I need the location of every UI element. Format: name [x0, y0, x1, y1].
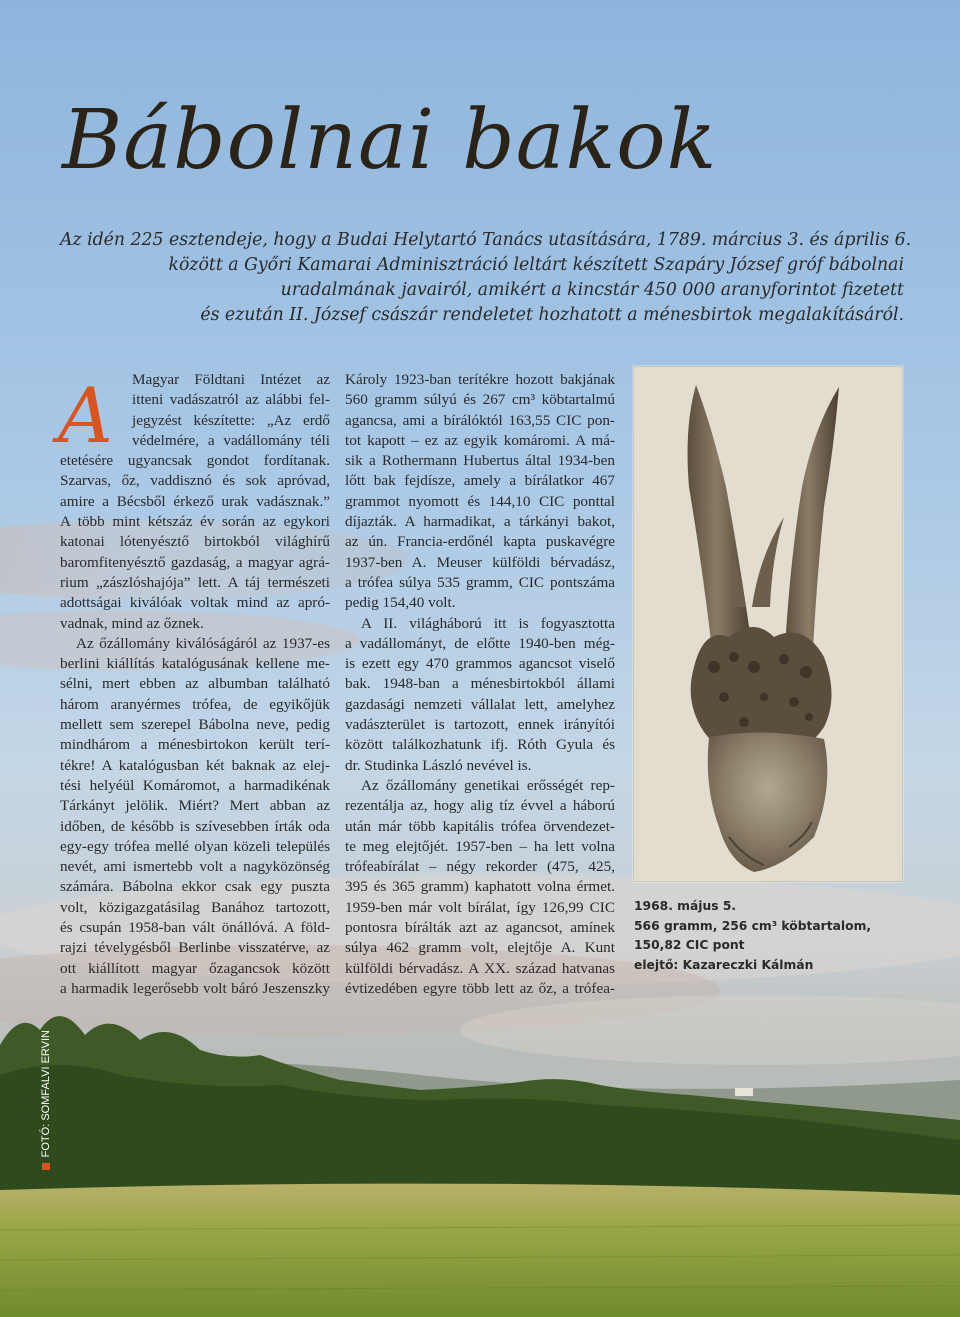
body-line: védelmére, a vadállomány téli: [132, 431, 330, 449]
body-line: három aranyérmes trófea, de egyikőjük: [60, 695, 330, 713]
body-line: rajzi tévelygésből Berlinbe visszatérve, az: [60, 939, 330, 957]
lead-line: uradalmának javairól, amikért a kincstár 450 000 aranyforintot fizetett: [280, 280, 904, 300]
caption-line: 150,82 CIC pont: [634, 938, 745, 952]
body-line: rezentálja az, hogy alig tíz évvel a háború: [345, 797, 615, 815]
body-line: berlini kiállítás katalógusának kellene me-: [60, 655, 330, 673]
body-line: A II. világháború itt is fogyasztotta: [361, 614, 615, 632]
lead-line: és ezután II. József császár rendeletet hozhatott a ménesbirtok megalakításáról.: [200, 305, 904, 325]
body-line: A több mint kétszáz év során az egykori: [60, 513, 330, 531]
body-line: vadnak, mind az őznek.: [60, 614, 204, 632]
body-line: sélni, mert ebben az albumban található: [60, 675, 330, 693]
body-column-1: [60, 370, 330, 999]
body-line: baromfitenyésztő gazdaság, a magyar agrá-: [60, 553, 330, 571]
caption-line: 566 gramm, 256 cm³ köbtartalom,: [634, 918, 872, 933]
body-line: 560 gramm súlyú és 267 cm³ köbtartalmú: [345, 391, 615, 409]
body-line: ott kiállított magyar őzagancsok között: [60, 959, 330, 977]
body-line: vadászterület is tartozott, ennek irányítói: [345, 716, 615, 734]
body-line: a trófea súlya 535 gramm, CIC pontszáma: [345, 573, 615, 591]
body-line: tot kapott – ez az egyik komáromi. A má-: [345, 431, 615, 449]
drop-cap: A: [58, 371, 113, 460]
body-line: külföldi bérvadász. A XX. század hatvanas: [345, 959, 615, 977]
body-line: között találkozhatunk ifj. Róth Gyula és: [345, 736, 615, 754]
body-line: 1937-ben A. Meuser külföldi bérvadász,: [345, 553, 615, 571]
body-line: Az őzállomány genetikai erősségét rep-: [361, 776, 615, 794]
body-line: díjazták. A harmadikat, a tárkányi bakot,: [345, 513, 615, 531]
body-line: Magyar Földtani Intézet az: [132, 371, 330, 388]
body-line: trófeabírálat – négy rekorder (475, 425,: [345, 858, 615, 876]
body-line: rium „zászlóshajója” lett. A táj természeti: [60, 573, 330, 591]
credit-square-icon: [42, 1163, 50, 1170]
body-line: a vadállományt, de előtte 1940-ben még-: [345, 634, 615, 652]
body-line: amire a Bécsből érkező urak vadásznak.”: [60, 492, 330, 510]
photo-credit: [38, 1030, 54, 1170]
body-line: dr. Studinka László nevével is.: [345, 756, 532, 774]
body-line: időben, de később is szívesebben írták oda: [60, 817, 330, 835]
body-line: tési helyéül Komáromot, a harmadikénak: [60, 776, 330, 794]
body-line: mellett sem szerepel Bábolna neve, pedig: [60, 716, 330, 734]
body-line: bak. 1948-ban a ménesbirtokból állami: [345, 675, 615, 693]
body-line: súlya 462 gramm volt, elejtője A. Kunt: [345, 939, 615, 957]
body-line: agancsa, ami a bírálóktól 163,55 CIC pon-: [345, 411, 615, 429]
body-line: sik a Rothermann Hubertus által 1934-ben: [345, 452, 615, 470]
body-line: egy-egy trófea mellé olyan közeli település: [60, 837, 330, 855]
article-title: Bábolnai bakok: [62, 93, 718, 188]
body-line: számára. Bábolna ekkor csak egy puszta: [60, 878, 330, 896]
body-line: nevét, ami ismertebb volt a nagyközönség: [60, 858, 330, 876]
body-line: adottságai kiválóak voltak mind az apró-: [60, 594, 330, 612]
body-line: te meg elejtőjét. 1957-ben – ha lett volna: [345, 837, 615, 855]
caption-line: elejtő: Kazareczki Kálmán: [634, 957, 814, 972]
photo-caption: [634, 897, 871, 975]
body-line: is ezett egy 470 grammos agancsot viselő: [345, 655, 615, 673]
body-line: tékre! A katalógusban két baknak az elej-: [60, 756, 330, 774]
body-line: lőtt bak fejdísze, amely a bírálatkor 467: [345, 472, 615, 490]
body-line: Tárkányt jelölik. Miért? Mert abban az: [60, 797, 330, 815]
body-line: és csupán 1958-ban vált önállóvá. A föld-: [60, 919, 330, 937]
lead-line: között a Győri Kamarai Adminisztráció leltárt készített Szapáry József gróf bábolnai: [168, 255, 904, 275]
body-line: 1959-ben már volt bírálat, így 126,99 CIC: [345, 898, 615, 916]
article-lead: [60, 228, 912, 328]
antler-photo: [633, 366, 903, 882]
body-line: évtizedében egyre több lett az őz, a trófea-: [345, 979, 615, 997]
body-line: etetésére ugyancsak gondot fordítanak.: [60, 452, 330, 470]
body-line: Károly 1923-ban terítékre hozott bakjának: [345, 371, 615, 388]
body-line: Az őzállomány kiválóságáról az 1937-es: [76, 634, 330, 652]
body-line: mindhárom a ménesbirtokon került terí-: [60, 736, 330, 754]
body-line: grammot nyomott és 144,10 CIC ponttal: [345, 492, 615, 510]
antler-illustration: [634, 367, 904, 883]
body-line: pontosra bírálták azt az agancsot, amínek: [345, 919, 615, 937]
caption-line: 1968. május 5.: [634, 899, 737, 913]
body-line: volt, közigazgatásilag Banához tartozott,: [60, 898, 330, 916]
body-line: itteni vadászatról az alábbi fel-: [132, 391, 330, 409]
body-line: az ún. Francia-erdőnél kapta puskavégre: [345, 533, 615, 551]
credit-text: FOTÓ: SOMFALVI ERVIN: [40, 1030, 52, 1158]
body-line: jegyzést készítette: „Az erdő: [132, 411, 330, 429]
lead-line: Az idén 225 esztendeje, hogy a Budai Helytartó Tanács utasítására, 1789. március 3. és április 6.: [60, 230, 912, 250]
body-line: után már több kapitális trófea örvendezet-: [345, 817, 615, 835]
body-line: 395 és 365 gramm) kaphatott volna érmet.: [345, 878, 615, 896]
body-line: a harmadik legerősebb volt báró Jeszenszky: [60, 979, 330, 997]
body-column-2: [345, 370, 615, 999]
body-line: pedig 154,40 volt.: [345, 594, 456, 612]
body-line: gazdasági nemzeti vállalat lett, amelyhez: [345, 695, 615, 713]
body-line: Szarvas, őz, vaddisznó és sok apróvad,: [60, 472, 330, 490]
body-line: katonai lótenyésztő birtokból világhírű: [60, 533, 330, 551]
